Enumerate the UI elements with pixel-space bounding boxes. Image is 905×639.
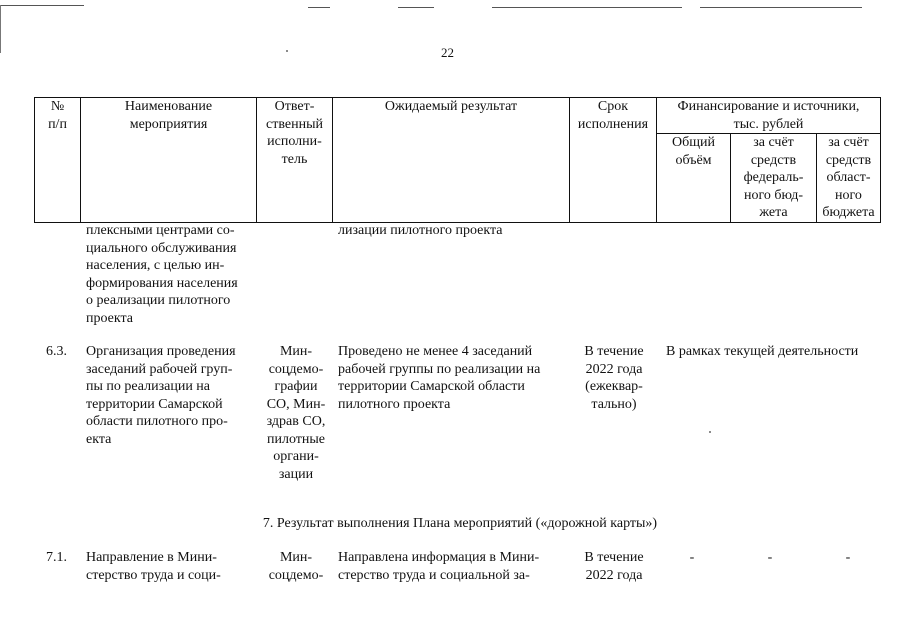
col-header-financing: Финансирование и источники, тыс. рублей bbox=[657, 98, 881, 134]
row-deadline-cell: В течение 2022 года bbox=[584, 550, 644, 583]
page-number: 22 bbox=[441, 45, 454, 60]
row-number: 7.1. bbox=[46, 550, 67, 565]
row-financing-cell: В рамках текущей деятельности bbox=[666, 344, 859, 359]
col-header-federal: за счёт средств федераль- ного бюд- жета bbox=[731, 134, 817, 223]
col-header-responsible: Ответ- ственный исполни- тель bbox=[257, 98, 333, 223]
section-heading: 7. Результат выполнения Плана мероприятий («дорожной карты») bbox=[262, 516, 658, 531]
col-header-regional: за счёт средств област- ного бюджета bbox=[817, 134, 881, 223]
scan-artifact-line bbox=[0, 5, 84, 6]
continuation-result-cell: лизации пилотного проекта bbox=[338, 223, 503, 238]
row-responsible-cell: Мин- соцдемо- bbox=[268, 550, 324, 583]
col-header-number: № п/п bbox=[35, 98, 81, 223]
scan-artifact-line bbox=[308, 7, 330, 8]
scan-speck bbox=[709, 431, 711, 433]
row-federal-cell: - bbox=[767, 550, 773, 565]
scan-speck bbox=[286, 50, 288, 52]
scan-artifact-line bbox=[492, 7, 682, 8]
scan-artifact-line bbox=[398, 7, 434, 8]
row-result-cell: Направлена информация в Мини- стерство труда и социальной за- bbox=[338, 550, 540, 583]
table-header bbox=[34, 97, 881, 223]
scan-artifact-edge bbox=[0, 5, 1, 53]
col-header-name: Наименование мероприятия bbox=[81, 98, 257, 223]
row-name-cell: Направление в Мини- стерство труда и соци- bbox=[86, 550, 221, 583]
row-result-cell: Проведено не менее 4 заседаний рабочей группы по реализации на территории Самарской области пилотного проекта bbox=[338, 344, 541, 412]
row-number: 6.3. bbox=[46, 344, 67, 359]
row-total-cell: - bbox=[689, 550, 695, 565]
row-deadline-cell: В течение 2022 года (ежеквар- тально) bbox=[584, 344, 644, 412]
col-header-total: Общий объём bbox=[657, 134, 731, 223]
continuation-name-cell: плексными центрами со- циального обслуживания населения, с целью ин- формирования населения о реализации пилотного проекта bbox=[86, 223, 238, 326]
row-name-cell: Организация проведения заседаний рабочей груп- пы по реализации на территории Самарской области пилотного про- екта bbox=[86, 344, 236, 447]
row-responsible-cell: Мин- соцдемо- графии СО, Мин- здрав СО, пилотные органи- зации bbox=[266, 344, 326, 482]
col-header-deadline: Срок исполнения bbox=[570, 98, 657, 223]
row-regional-cell: - bbox=[845, 550, 851, 565]
col-header-expected-result: Ожидаемый результат bbox=[333, 98, 570, 223]
scan-artifact-line bbox=[700, 7, 862, 8]
